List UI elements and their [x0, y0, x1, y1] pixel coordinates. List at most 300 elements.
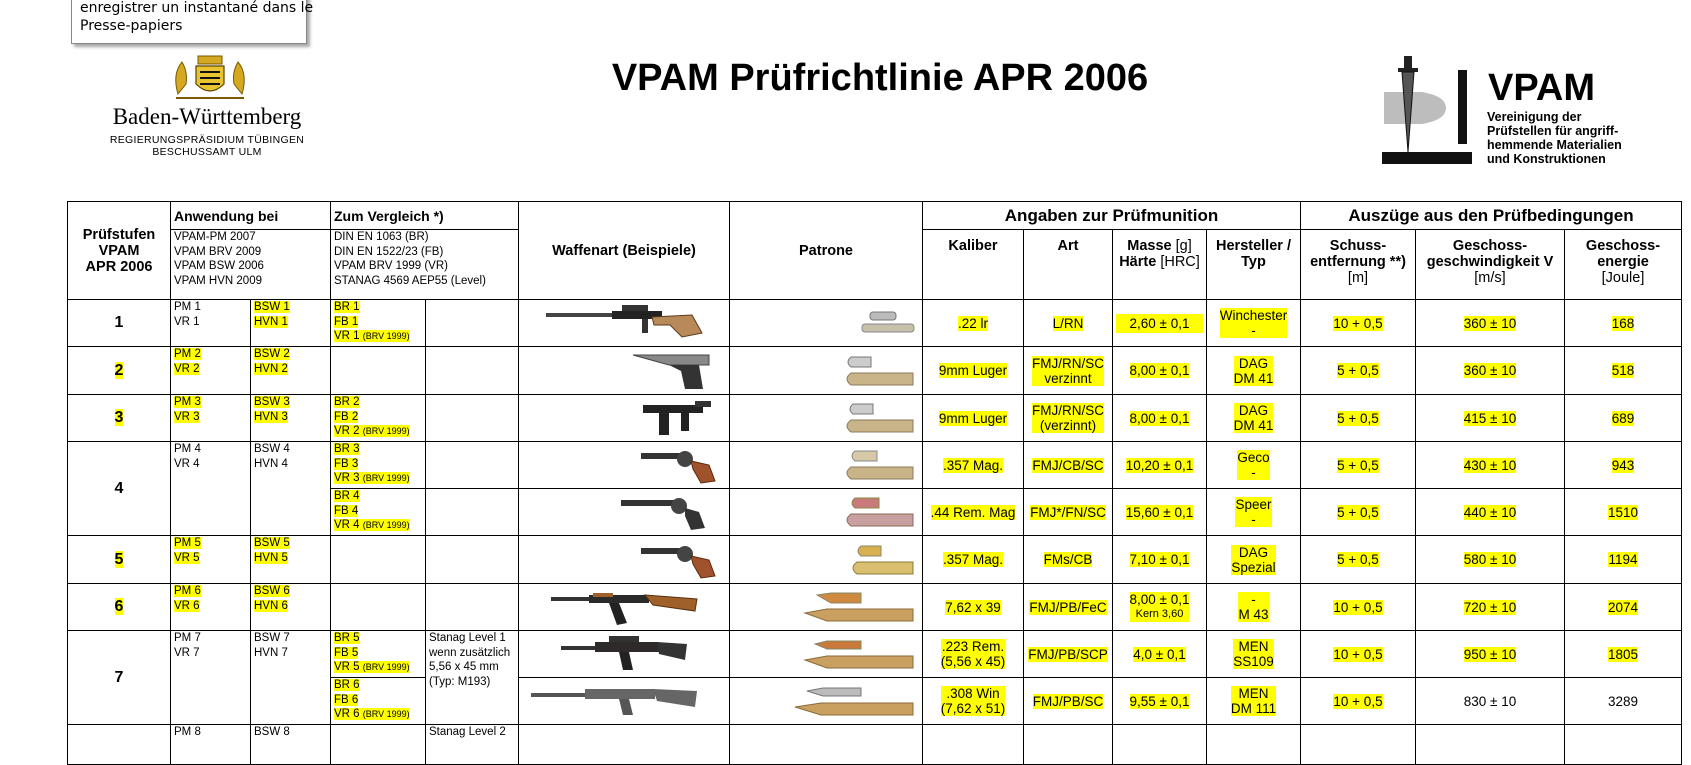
kaliber-cell	[923, 395, 1024, 442]
masse-cell	[1113, 536, 1207, 584]
vpam-logo-word: VPAM	[1488, 67, 1595, 109]
v-value: 360 ± 10	[1463, 315, 1517, 331]
vpam-desc-line: Vereinigung der	[1487, 110, 1582, 124]
assault-rifle-icon	[549, 587, 699, 627]
level-value: 3	[114, 409, 124, 426]
e-cell	[1565, 631, 1682, 678]
cartridge-icon	[731, 683, 921, 719]
vpam-desc-line: und Konstruktionen	[1487, 152, 1606, 166]
bsw-item: BSW 7	[254, 632, 290, 644]
v-cell: 830 ± 10	[1416, 678, 1565, 725]
revolver-icon	[639, 540, 719, 580]
cmp-note: (BRV 1999)	[362, 662, 410, 672]
pm-cell	[171, 725, 251, 765]
pm-cell	[171, 536, 251, 584]
art-cell	[1024, 395, 1113, 442]
cmp-cell	[331, 347, 426, 395]
hersteller-value: DAG	[1238, 403, 1269, 418]
bsw-item: HVN 5	[254, 551, 288, 564]
schuss-value: 10 + 0,5	[1333, 599, 1383, 615]
masse-value: 9,55 ± 0,1	[1129, 693, 1190, 709]
v-cell	[1416, 300, 1565, 347]
pm-cell	[171, 347, 251, 395]
e-cell: 3289	[1565, 678, 1682, 725]
assault-rifle-icon	[559, 634, 689, 674]
cmp-item: FB 5	[334, 646, 359, 659]
weapon-cell	[519, 395, 730, 442]
masse-cell	[1113, 395, 1207, 442]
level-cell	[68, 347, 171, 395]
pm-cell	[171, 300, 251, 347]
table-row-partial	[68, 725, 1682, 765]
v-value: 440 ± 10	[1463, 504, 1517, 520]
bsw-cell	[251, 536, 331, 584]
masse-cell	[1113, 678, 1207, 725]
kaliber-cell	[923, 536, 1024, 584]
kaliber-value: .223 Rem.	[941, 639, 1005, 654]
cartridge-cell	[730, 300, 923, 347]
art-cell	[1024, 725, 1113, 765]
hersteller-cell	[1207, 395, 1301, 442]
v-cell	[1416, 631, 1565, 678]
anwendung-list	[171, 230, 331, 300]
cartridge-icon	[731, 636, 921, 672]
kaliber-value: .44 Rem. Mag	[930, 504, 1016, 520]
level-cell	[68, 725, 171, 765]
art-value: FMJ/RN/SC	[1032, 355, 1104, 371]
v-value: 360 ± 10	[1463, 363, 1517, 378]
bsw-cell	[251, 631, 331, 725]
cmp-item: VR 1	[334, 330, 360, 342]
pm-cell	[171, 442, 251, 536]
v-value: 950 ± 10	[1463, 646, 1517, 662]
bsw-item: BSW 8	[254, 726, 290, 738]
stanag-cell	[426, 536, 519, 584]
v-cell	[1416, 584, 1565, 631]
cmp-item: BR 2	[334, 396, 360, 408]
haerte-label: Härte	[1119, 254, 1157, 270]
e-cell	[1565, 725, 1682, 765]
schuss-value: 5 + 0,5	[1337, 410, 1379, 426]
tooltip	[71, 0, 314, 44]
masse-value: 10,20 ± 0,1	[1125, 457, 1194, 473]
v-cell	[1416, 442, 1565, 489]
art-cell	[1024, 631, 1113, 678]
hersteller-cell	[1207, 631, 1301, 678]
art-value: FMJ/RN/SC	[1032, 403, 1104, 418]
e-value: 689	[1611, 410, 1635, 426]
cartridge-icon	[732, 308, 922, 338]
bsw-cell	[251, 347, 331, 395]
v-value: 430 ± 10	[1463, 457, 1517, 473]
cartridge-cell	[730, 536, 923, 584]
e-value: 1805	[1607, 646, 1639, 662]
schuss-value: 10 + 0,5	[1333, 646, 1383, 662]
cmp-item: VR 5	[334, 661, 360, 673]
header-patrone: Patrone	[730, 202, 923, 300]
kaliber-value: 9mm Luger	[938, 410, 1008, 426]
bsw-cell	[251, 395, 331, 442]
pm-item: VR 4	[174, 457, 200, 470]
cmp-item: BR 1	[334, 301, 360, 313]
masse-cell	[1113, 725, 1207, 765]
cmp-note: (BRV 1999)	[362, 426, 410, 436]
table-row	[68, 536, 1682, 584]
level-cell: 7	[68, 631, 171, 725]
header-anwendung: Anwendung bei	[171, 202, 331, 230]
masse-value: 15,60 ± 0,1	[1125, 504, 1194, 520]
header-text: [m/s]	[1474, 270, 1506, 286]
header-text: Prüfstufen	[82, 226, 156, 243]
table-row	[68, 584, 1682, 631]
schuss-value: 5 + 0,5	[1337, 457, 1379, 473]
anwendung-item: VPAM BSW 2006	[174, 260, 264, 272]
weapon-cell	[519, 678, 730, 725]
bsw-item: HVN 7	[254, 646, 288, 659]
header-geschwindigkeit	[1416, 230, 1565, 300]
header-kaliber: Kaliber	[923, 230, 1024, 300]
hersteller-value: SS109	[1233, 654, 1274, 669]
kaliber-cell	[923, 489, 1024, 536]
bsw-item: HVN 2	[254, 362, 288, 375]
schuss-cell	[1301, 395, 1416, 442]
kaliber-cell	[923, 725, 1024, 765]
schuss-cell	[1301, 631, 1416, 678]
v-cell	[1416, 725, 1565, 765]
masse-value: 8,00 ± 0,1	[1129, 410, 1190, 426]
stanag-cell	[426, 395, 519, 442]
pm-item: PM 5	[174, 537, 201, 549]
rifle-icon	[542, 303, 707, 343]
hersteller-value: -	[1251, 323, 1256, 338]
level-value: 5	[114, 550, 124, 568]
masse-value: 8,00 ± 0,1	[1129, 363, 1190, 378]
revolver-icon	[619, 492, 709, 532]
tooltip-line-1: enregistrer un instantané dans le	[80, 0, 314, 16]
cmp-cell	[331, 536, 426, 584]
hersteller-cell	[1207, 725, 1301, 765]
header-text: APR 2006	[85, 258, 153, 275]
art-cell	[1024, 584, 1113, 631]
masse-unit: [g]	[1175, 238, 1192, 254]
e-value: 168	[1611, 315, 1635, 331]
pm-cell	[171, 584, 251, 631]
schuss-cell	[1301, 300, 1416, 347]
cmp-cell	[331, 442, 426, 489]
weapon-cell	[519, 442, 730, 489]
cartridge-cell	[730, 347, 923, 395]
level-cell	[68, 395, 171, 442]
battle-rifle-icon	[529, 681, 699, 721]
bsw-cell	[251, 300, 331, 347]
weapon-cell	[519, 631, 730, 678]
vergleich-item: STANAG 4569 AEP55 (Level)	[334, 274, 486, 287]
vpam-desc-line: Prüfstellen für angriff-	[1487, 124, 1619, 138]
art-cell	[1024, 489, 1113, 536]
schuss-value: 5 + 0,5	[1337, 504, 1379, 520]
header-text: [Joule]	[1601, 270, 1645, 286]
masse-cell	[1113, 631, 1207, 678]
masse-label: Masse	[1127, 238, 1172, 254]
bsw-cell	[251, 442, 331, 536]
cartridge-icon	[731, 494, 921, 530]
bsw-item: HVN 4	[254, 457, 288, 470]
hersteller-cell	[1207, 300, 1301, 347]
art-cell	[1024, 300, 1113, 347]
hersteller-value: Winchester	[1219, 308, 1288, 323]
header-energie	[1565, 230, 1682, 300]
bw-logo-sub1: REGIERUNGSPRÄSIDIUM TÜBINGEN	[109, 134, 305, 146]
schuss-cell	[1301, 536, 1416, 584]
hersteller-value: DM 41	[1233, 418, 1274, 433]
header-group-munition: Angaben zur Prüfmunition	[923, 202, 1301, 230]
e-cell	[1565, 442, 1682, 489]
hersteller-value: -	[1251, 512, 1256, 527]
cartridge-icon	[731, 400, 921, 436]
cmp-note: (BRV 1999)	[362, 520, 410, 530]
masse-value: 8,00 ± 0,1	[1129, 592, 1190, 607]
level-value: 6	[114, 598, 124, 615]
schuss-cell	[1301, 489, 1416, 536]
cmp-item: BR 4	[334, 490, 360, 502]
kaliber-cell	[923, 631, 1024, 678]
vergleich-list	[331, 230, 519, 300]
bsw-item: BSW 1	[254, 301, 290, 313]
hersteller-value: Geco	[1237, 450, 1270, 465]
cmp-cell	[331, 489, 426, 536]
kaliber-value: 9mm Luger	[938, 363, 1008, 378]
hersteller-cell	[1207, 489, 1301, 536]
masse-cell	[1113, 584, 1207, 631]
art-cell	[1024, 347, 1113, 395]
e-value: 1194	[1608, 552, 1638, 567]
art-value: FMJ*/FN/SC	[1030, 504, 1106, 520]
e-value: 2074	[1607, 599, 1639, 615]
cartridge-cell	[730, 678, 923, 725]
stanag-cell	[426, 631, 519, 725]
table-header-row	[68, 202, 1682, 230]
art-value: verzinnt	[1044, 370, 1092, 386]
v-cell	[1416, 395, 1565, 442]
cmp-item: FB 1	[334, 315, 359, 328]
e-value: 1510	[1607, 504, 1639, 520]
cartridge-icon	[731, 589, 921, 625]
kaliber-cell	[923, 300, 1024, 347]
cmp-item: VR 2	[334, 425, 360, 437]
masse-value: 4,0 ± 0,1	[1133, 646, 1186, 662]
cmp-item: VR 6	[334, 708, 360, 720]
schuss-cell	[1301, 725, 1416, 765]
cartridge-cell	[730, 442, 923, 489]
pm-item: PM 4	[174, 443, 201, 455]
hersteller-value: DM 41	[1233, 370, 1274, 386]
header-text: energie	[1597, 254, 1649, 270]
header-text: Geschoss-	[1452, 238, 1528, 254]
hersteller-value: Spezial	[1231, 559, 1276, 575]
v-value: 580 ± 10	[1463, 552, 1517, 567]
pm-item: PM 7	[174, 632, 201, 644]
hersteller-cell	[1207, 536, 1301, 584]
art-value: FMJ/CB/SC	[1032, 457, 1104, 473]
cmp-cell	[331, 584, 426, 631]
schuss-value: 5 + 0,5	[1337, 363, 1379, 378]
table-row	[68, 347, 1682, 395]
revolver-icon	[639, 445, 719, 485]
cartridge-cell	[730, 584, 923, 631]
cmp-note: (BRV 1999)	[362, 473, 410, 483]
header-text: geschwindigkeit V	[1426, 254, 1554, 270]
cmp-cell	[331, 395, 426, 442]
pm-item: PM 3	[174, 396, 201, 408]
header-group-bedingungen: Auszüge aus den Prüfbedingungen	[1301, 202, 1682, 230]
cartridge-cell	[730, 395, 923, 442]
header-text: Geschoss-	[1585, 238, 1661, 254]
cartridge-icon	[731, 353, 921, 389]
v-value: 720 ± 10	[1463, 599, 1517, 615]
masse-value: Kern 3,60	[1135, 608, 1184, 620]
schuss-value: 10 + 0,5	[1333, 693, 1383, 709]
level-cell	[68, 584, 171, 631]
hersteller-value: MEN	[1238, 639, 1269, 654]
anwendung-item: VPAM BRV 2009	[174, 245, 262, 258]
kaliber-value: (7,62 x 51)	[940, 701, 1006, 716]
art-value: FMJ/PB/SC	[1032, 693, 1104, 709]
cartridge-icon	[731, 447, 921, 483]
anwendung-item: VPAM-PM 2007	[174, 231, 256, 243]
weapon-cell	[519, 725, 730, 765]
bsw-item: HVN 3	[254, 410, 288, 423]
vergleich-item: DIN EN 1063 (BR)	[334, 231, 429, 243]
anwendung-item: VPAM HVN 2009	[174, 274, 262, 287]
cmp-item: FB 3	[334, 457, 359, 470]
e-cell	[1565, 300, 1682, 347]
kaliber-value: (5,56 x 45)	[940, 654, 1006, 669]
header-masse	[1113, 230, 1207, 300]
weapon-cell	[519, 300, 730, 347]
stanag-cell	[426, 300, 519, 347]
pm-item: VR 1	[174, 315, 200, 328]
bsw-cell	[251, 584, 331, 631]
cmp-note: (BRV 1999)	[362, 709, 410, 719]
pm-item: PM 1	[174, 301, 201, 313]
cartridge-cell	[730, 489, 923, 536]
header-art: Art	[1024, 230, 1113, 300]
cmp-note: (BRV 1999)	[362, 331, 410, 341]
bsw-cell	[251, 725, 331, 765]
pistol-icon	[629, 351, 729, 391]
pruefstufen-table	[67, 201, 1682, 765]
hersteller-cell	[1207, 347, 1301, 395]
art-value: L/RN	[1052, 315, 1084, 331]
cmp-item: BR 5	[334, 632, 360, 644]
v-cell	[1416, 536, 1565, 584]
schuss-cell	[1301, 442, 1416, 489]
cartridge-icon	[731, 542, 921, 578]
vpam-desc-line: hemmende Materialien	[1487, 138, 1622, 152]
cmp-item: FB 2	[334, 410, 359, 423]
hersteller-value: DAG	[1238, 544, 1269, 560]
art-value: FMJ/PB/SCP	[1028, 646, 1108, 662]
header-text: Typ	[1241, 254, 1266, 270]
header-text: VPAM	[98, 242, 140, 259]
schuss-value: 5 + 0,5	[1337, 552, 1379, 567]
stanag-text: Stanag Level 1 wenn zusätzlich 5,56 x 45 mm (Typ: M193)	[429, 632, 511, 688]
e-cell	[1565, 584, 1682, 631]
art-value: FMs/CB	[1043, 552, 1093, 567]
header-text: Hersteller /	[1216, 238, 1291, 254]
stanag-cell	[426, 442, 519, 489]
vpam-logo-desc	[1487, 110, 1622, 166]
stanag-cell	[426, 489, 519, 536]
bw-logo-name: Baden-Württemberg	[112, 104, 302, 129]
header-waffenart: Waffenart (Beispiele)	[519, 202, 730, 300]
schuss-cell	[1301, 678, 1416, 725]
pm-item: PM 6	[174, 585, 201, 597]
hersteller-value: -	[1251, 465, 1256, 480]
hersteller-cell	[1207, 584, 1301, 631]
stanag-cell	[426, 584, 519, 631]
kaliber-value: .22 lr	[957, 315, 988, 331]
table-row	[68, 300, 1682, 347]
hersteller-value: -	[1251, 592, 1256, 607]
bsw-item: HVN 1	[254, 315, 288, 328]
masse-cell	[1113, 347, 1207, 395]
masse-cell	[1113, 300, 1207, 347]
header-text: entfernung **)	[1310, 254, 1406, 270]
table-row	[68, 395, 1682, 442]
pm-cell	[171, 631, 251, 725]
stanag-text: Stanag Level 2	[429, 726, 506, 738]
art-cell	[1024, 536, 1113, 584]
hersteller-value: DM 111	[1230, 701, 1277, 716]
cartridge-cell	[730, 725, 923, 765]
pm-item: VR 3	[174, 410, 200, 423]
header-schuss	[1301, 230, 1416, 300]
hersteller-cell	[1207, 442, 1301, 489]
vergleich-item: DIN EN 1522/23 (FB)	[334, 245, 444, 258]
cmp-cell	[331, 300, 426, 347]
weapon-cell	[519, 584, 730, 631]
vpam-logo-icon	[1382, 56, 1474, 166]
kaliber-value: 7,62 x 39	[945, 599, 1001, 615]
level-cell: 1	[68, 300, 171, 347]
pm-item: PM 8	[174, 726, 201, 738]
hersteller-value: Speer	[1235, 497, 1272, 512]
level-cell: 4	[68, 442, 171, 536]
pm-item: VR 5	[174, 551, 200, 564]
masse-cell	[1113, 489, 1207, 536]
cmp-item: BR 3	[334, 443, 360, 455]
weapon-cell	[519, 536, 730, 584]
table-row	[68, 442, 1682, 489]
hersteller-value: M 43	[1238, 607, 1269, 622]
bsw-item: BSW 6	[254, 585, 290, 597]
cmp-cell	[331, 678, 426, 725]
level-cell	[68, 536, 171, 584]
hersteller-value: MEN	[1238, 686, 1269, 701]
header-vergleich: Zum Vergleich *)	[331, 202, 519, 230]
masse-cell	[1113, 442, 1207, 489]
cartridge-cell	[730, 631, 923, 678]
cmp-item: FB 4	[334, 504, 359, 517]
v-cell	[1416, 489, 1565, 536]
page-title: VPAM Prüfrichtlinie APR 2006	[611, 57, 1149, 99]
cmp-cell	[331, 631, 426, 678]
cmp-item: VR 3	[334, 472, 360, 484]
hersteller-value: DAG	[1238, 355, 1269, 371]
stanag-cell	[426, 347, 519, 395]
header-pruefstufen	[68, 202, 171, 300]
